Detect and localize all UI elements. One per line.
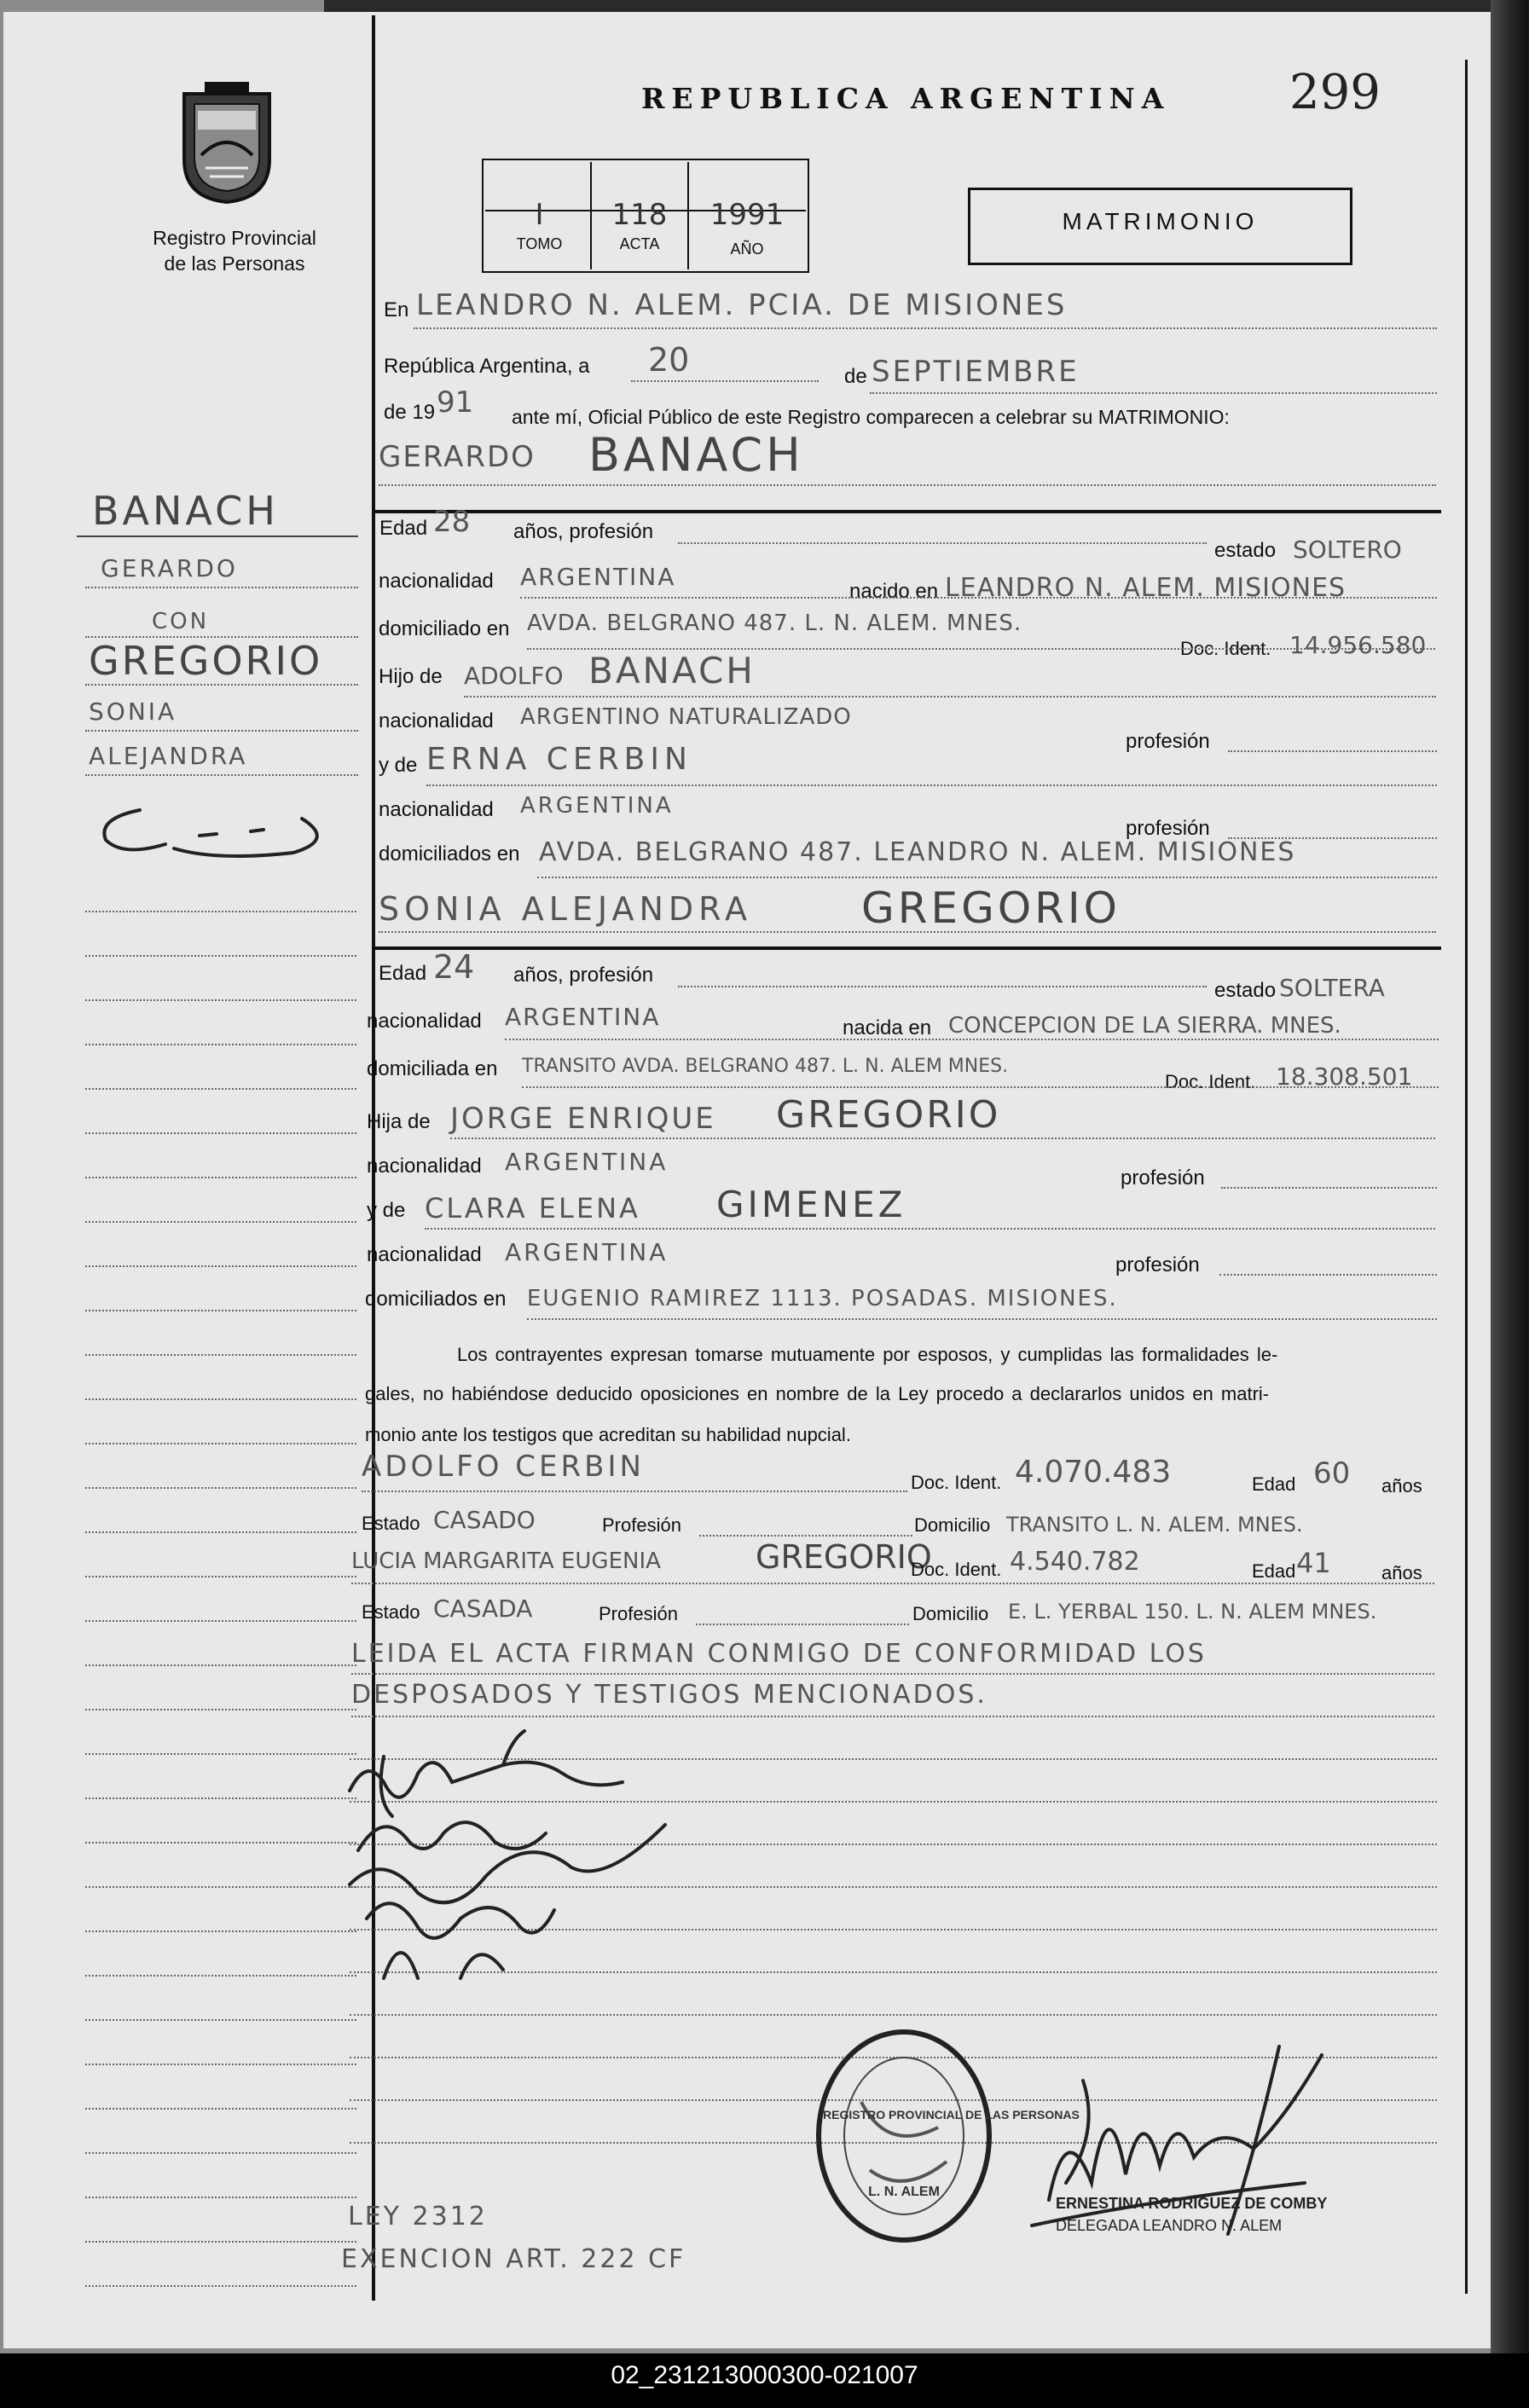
bride-born-label: nacida en [843,1016,932,1039]
bride-mother-first: CLARA ELENA [425,1192,640,1224]
groom-mother-prof-label: profesión [1126,817,1210,840]
witness1-edad-label: Edad [1252,1473,1296,1495]
groom-mother-label: y de [379,754,418,777]
witness2-domicile: E. L. YERBAL 150. L. N. ALEM MNES. [1008,1600,1377,1624]
groom-father-prof-label: profesión [1126,730,1210,753]
bride-parents-domicile: EUGENIO RAMIREZ 1113. POSADAS. MISIONES. [527,1286,1118,1311]
witness1-doc-label: Doc. Ident. [911,1472,1002,1493]
bride-profession-line [678,986,1207,987]
document-type-title: MATRIMONIO [1062,208,1259,234]
record-box-col2 [687,162,689,269]
margin-line-6 [85,774,358,776]
witness1-estado: CASADO [433,1506,536,1534]
margin-blank-line [85,1443,356,1444]
witness1-age: 60 [1313,1456,1351,1491]
tomo-value: I [535,198,544,232]
margin-blank-line [85,1487,356,1489]
bride-edad-label: Edad [379,962,427,985]
groom-nac-line [520,597,1437,599]
bride-mother-nac-label: nacionalidad [367,1243,482,1266]
groom-edad-label: Edad [379,517,428,540]
margin-blank-line [85,1709,356,1710]
law-reference: LEY 2312 [348,2202,488,2231]
margin-blank-line [85,2197,356,2198]
margin-blank-line [85,2019,356,2021]
margin-blank-line [85,911,356,912]
scan-id-caption: 02_231213000300-021007 [611,2361,918,2389]
margin-blank-line [85,1930,356,1932]
provincial-coat-of-arms-icon [167,78,287,206]
bride-last-name: GREGORIO [861,883,1121,933]
margin-blank-line [85,1310,356,1311]
bride-father-nac-label: nacionalidad [367,1155,482,1178]
witness2-edad-label: Edad [1252,1560,1296,1582]
groom-father-last: BANACH [588,650,756,692]
margin-blank-line [85,1753,356,1755]
groom-parents-domicile: AVDA. BELGRANO 487. LEANDRO N. ALEM. MISIONES [539,837,1296,867]
margin-bride-name1: SONIA [89,698,177,726]
margin-flourish [89,802,336,861]
bride-estado-label: estado [1214,979,1277,1002]
acta-value: 118 [611,198,668,232]
groom-dom-label: domiciliado en [379,617,510,640]
margin-blank-line [85,2108,356,2110]
groom-doc-label: Doc. Ident. [1180,638,1271,659]
groom-born: LEANDRO N. ALEM. MISIONES [945,573,1347,603]
margin-bride-name2: ALEJANDRA [89,742,248,770]
bride-first-names: SONIA ALEJANDRA [379,890,752,928]
bride-mother-nationality: ARGENTINA [505,1238,669,1266]
registry-name-line2: de las Personas [164,252,305,275]
record-box-col1 [590,162,592,269]
witness1-name: ADOLFO CERBIN [362,1450,645,1484]
groom-mother-nationality: ARGENTINA [520,793,674,819]
margin-blank-line [85,1664,356,1666]
groom-estado-label: estado [1214,539,1277,562]
bride-nac-label: nacionalidad [367,1010,482,1033]
margin-blank-line [85,1177,356,1178]
official-round-stamp [810,2025,1080,2247]
witness2-anos-label: años [1381,1562,1422,1583]
bride-father-label: Hija de [367,1110,431,1133]
legal-line-1: Los contrayentes expresan tomarse mutuamente por esposos, y cumplidas las formalidades le- [457,1344,1278,1365]
witness2-estado-label: Estado [362,1601,420,1623]
book-binding-edge [1491,0,1529,2353]
witness2-first-names: LUCIA MARGARITA EUGENIA [351,1548,661,1574]
day-value: 20 [648,341,690,379]
margin-blank-line [85,1398,356,1400]
bride-mother-line [425,1228,1435,1230]
right-border-line [1465,60,1468,2294]
bride-father-nationality: ARGENTINA [505,1148,669,1176]
witness2-name-line [351,1583,1434,1584]
witness2-doc: 4.540.782 [1010,1547,1140,1577]
bride-father-line [450,1137,1435,1139]
month-value: SEPTIEMBRE [872,355,1080,389]
margin-groom-name: GERARDO [101,554,238,582]
margin-blank-line [85,955,356,957]
groom-father-first: ADOLFO [464,662,564,690]
country-title: REPUBLICA ARGENTINA [641,82,1171,115]
groom-nac-label: nacionalidad [379,570,494,593]
bride-nationality: ARGENTINA [505,1003,661,1031]
exemption-reference: EXENCION ART. 222 CF [341,2244,686,2274]
margin-groom-surname: BANACH [92,488,279,534]
witness1-dom-label: Domicilio [914,1514,991,1536]
bride-mother-last: GIMENEZ [716,1184,906,1225]
groom-father-line [464,696,1436,698]
bride-age-suffix: años, profesión [513,964,654,987]
bride-nac-line [505,1039,1439,1040]
bride-born: CONCEPCION DE LA SIERRA. MNES. [948,1013,1341,1039]
margin-blank-line [85,1797,356,1799]
bride-parents-dom-line [527,1318,1437,1320]
tomo-label: TOMO [516,235,563,252]
groom-parents-dom-line [537,877,1437,878]
bride-doc: 18.308.501 [1276,1062,1413,1091]
bride-domicile: TRANSITO AVDA. BELGRANO 487. L. N. ALEM MNES. [522,1056,1009,1077]
witness1-domicile: TRANSITO L. N. ALEM. MNES. [1006,1513,1303,1537]
groom-first-name: GERARDO [379,440,536,474]
margin-blank-line [85,1975,356,1977]
margin-blank-line [85,1842,356,1844]
witness2-prof-label: Profesión [599,1603,678,1624]
margin-blank-line [85,2285,356,2287]
anio-label: AÑO [730,240,764,258]
bride-father-first: JORGE ENRIQUE [450,1102,716,1136]
page-number: 299 [1289,65,1381,120]
groom-father-nac-label: nacionalidad [379,709,494,732]
bride-estado: SOLTERA [1279,974,1385,1002]
stamp-text-bottom: L. N. ALEM [868,2185,940,2199]
year-suffix: 91 [437,385,474,420]
groom-father-nationality: ARGENTINO NATURALIZADO [520,704,852,730]
bride-mother-prof-label: profesión [1115,1253,1200,1276]
bride-doc-label: Doc. Ident. [1165,1071,1256,1092]
certificate-page [3,12,1491,2348]
margin-blank-line [85,1088,356,1090]
closing-line-2-rule [351,1716,1434,1717]
signatures-block [333,1722,691,1995]
witness2-age: 41 [1296,1547,1331,1579]
margin-blank-line [85,2152,356,2154]
groom-last-name: BANACH [588,428,804,482]
acta-label: ACTA [619,235,660,252]
margin-bride-surname: GREGORIO [89,638,323,684]
margin-blank-line [85,1132,356,1134]
margin-line-5 [85,730,358,732]
groom-mother: ERNA CERBIN [426,742,692,777]
bride-parents-dom-label: domiciliados en [365,1288,507,1311]
bride-father-prof-line [1221,1187,1437,1189]
legal-line-2: gales, no habiéndose deducido oposiciones en nombre de la Ley procedo a declararlos unidos en matri- [365,1383,1270,1404]
bride-father-last: GREGORIO [776,1093,1001,1137]
bride-mother-prof-line [1219,1274,1437,1276]
witness2-last-name: GREGORIO [756,1538,932,1576]
closing-line-2: DESPOSADOS Y TESTIGOS MENCIONADOS. [351,1680,987,1710]
witness1-estado-label: Estado [362,1513,420,1534]
margin-con: CON [152,609,210,634]
place-value: LEANDRO N. ALEM. PCIA. DE MISIONES [416,288,1068,322]
witness2-estado: CASADA [433,1595,533,1623]
witness1-anos-label: años [1381,1475,1422,1496]
groom-name-line [379,484,1436,486]
closing-line-1-rule [351,1673,1434,1675]
en-label: En [384,298,409,321]
groom-separator [375,510,1441,513]
witness2-prof-line [696,1624,909,1625]
groom-father-prof-line [1228,750,1437,752]
margin-blank-line [85,1531,356,1533]
margin-blank-line [85,2241,356,2243]
margin-line-1 [77,535,358,537]
official-name: ERNESTINA RODRIGUEZ DE COMBY [1056,2195,1328,2212]
bride-dom-line [522,1086,1439,1088]
groom-mother-line [426,784,1437,786]
bride-father-prof-label: profesión [1121,1166,1205,1190]
groom-born-label: nacido en [849,580,939,603]
bride-separator [375,946,1441,950]
place-line [414,327,1437,329]
bride-mother-label: y de [367,1199,406,1222]
margin-blank-line [85,1221,356,1223]
official-title: DELEGADA LEANDRO N. ALEM [1056,2217,1283,2234]
witness2-dom-label: Domicilio [912,1603,989,1624]
groom-parents-dom-label: domiciliados en [379,842,520,865]
margin-blank-line [85,1354,356,1356]
groom-age: 28 [433,505,471,539]
groom-nationality: ARGENTINA [520,563,676,591]
month-line [870,392,1437,394]
margin-blank-line [85,1044,356,1045]
bride-age: 24 [433,948,475,986]
intro-text: ante mí, Oficial Público de este Registro comparecen a celebrar su MATRIMONIO: [512,406,1230,428]
witness1-prof-label: Profesión [602,1514,681,1536]
day-line [631,380,819,382]
registry-name-line1: Registro Provincial [153,227,316,249]
closing-line-1: LEIDA EL ACTA FIRMAN CONMIGO DE CONFORMIDAD LOS [351,1639,1207,1669]
witness1-prof-line [699,1535,912,1537]
margin-blank-line [85,1620,356,1622]
bride-dom-label: domiciliada en [367,1057,498,1080]
witness1-doc: 4.070.483 [1015,1455,1172,1490]
witness1-name-line [362,1491,907,1492]
groom-father-label: Hijo de [379,665,443,688]
groom-domicile: AVDA. BELGRANO 487. L. N. ALEM. MNES. [527,611,1022,636]
margin-blank-line [85,2064,356,2065]
legal-line-3: monio ante los testigos que acreditan su habilidad nupcial. [365,1424,851,1445]
stamp-text-top: REGISTRO PROVINCIAL DE LAS PERSONAS [823,2108,1080,2121]
margin-line-2 [85,587,358,588]
signature-blank-line [350,2014,1437,2016]
groom-profession-line [678,542,1207,544]
margin-blank-line [85,1576,356,1577]
margin-blank-line [85,1265,356,1267]
de-label: de [844,365,867,388]
anio-value: 1991 [709,198,785,232]
margin-blank-line [85,999,356,1001]
year-prefix: de 19 [384,401,436,424]
groom-mother-nac-label: nacionalidad [379,798,494,821]
republica-label: República Argentina, a [384,355,590,378]
groom-estado: SOLTERO [1293,535,1402,564]
bride-name-line [379,931,1436,933]
margin-blank-line [85,1886,356,1888]
margin-line-4 [85,684,358,686]
witness2-doc-label: Doc. Ident. [911,1559,1002,1580]
groom-age-suffix: años, profesión [513,520,654,543]
groom-doc: 14.956.580 [1289,631,1427,659]
